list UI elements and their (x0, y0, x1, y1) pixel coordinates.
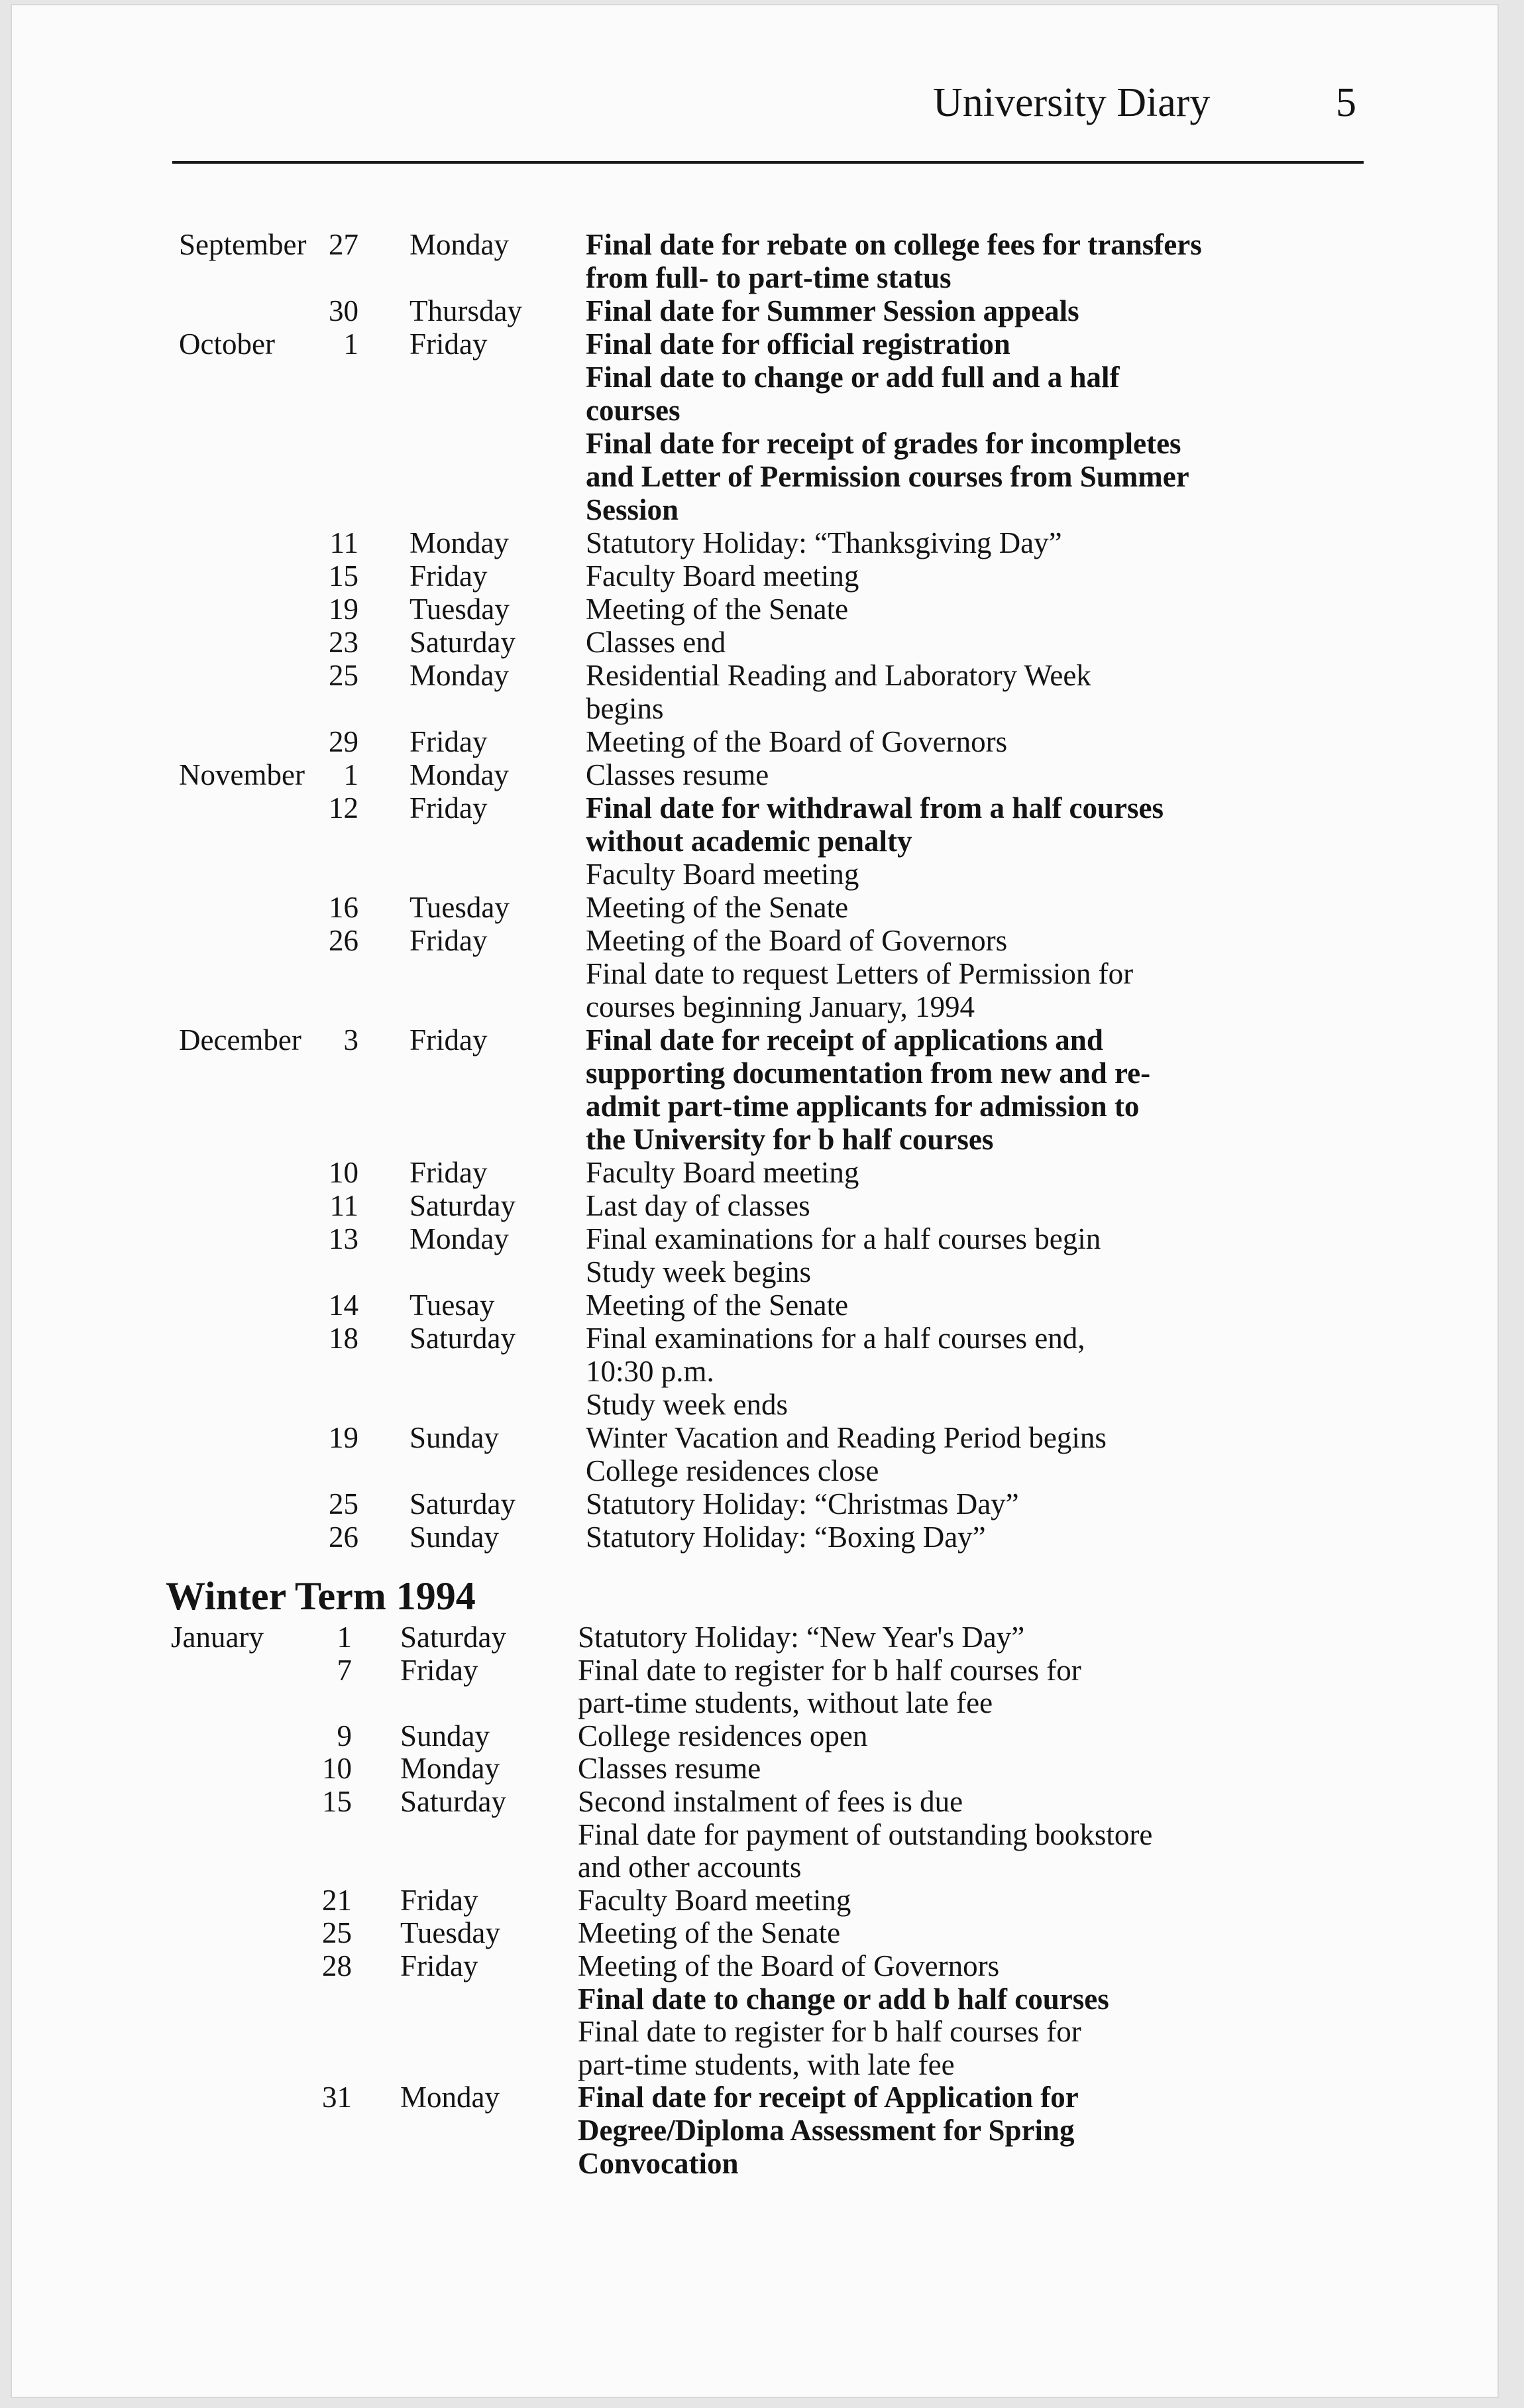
entry-event-line: part-time students, without late fee (578, 1686, 993, 1720)
entry-event-line: Degree/Diploma Assessment for Spring (578, 2114, 1075, 2147)
header-rule (172, 161, 1364, 164)
entry-weekday: Tuesday (409, 891, 510, 924)
entry-day: 31 (322, 2081, 352, 2114)
entry-event-line: Meeting of the Senate (578, 1916, 841, 1950)
entry-event-line: Study week begins (586, 1255, 811, 1289)
entry-event-line: the University for b half courses (586, 1123, 994, 1156)
entry-day: 1 (343, 327, 358, 361)
entry-event-line: Faculty Board meeting (586, 1156, 859, 1189)
entry-event-line: Study week ends (586, 1388, 788, 1421)
entry-event-line: Final date to register for b half courses for (578, 1653, 1081, 1687)
entry-event-line: Final date for rebate on college fees for transfers (586, 228, 1202, 261)
entry-weekday: Monday (409, 526, 509, 559)
entry-event-line: and other accounts (578, 1851, 802, 1884)
entry-day: 9 (337, 1719, 352, 1752)
entry-event-line: Meeting of the Board of Governors (586, 924, 1008, 957)
entry-event-line: Meeting of the Senate (586, 593, 849, 626)
entry-event-line: Final examinations for a half courses begin (586, 1222, 1101, 1255)
entry-weekday: Friday (409, 924, 488, 957)
entry-weekday: Tuesday (400, 1916, 500, 1950)
entry-event-line: Residential Reading and Laboratory Week (586, 659, 1091, 692)
diary-page (12, 5, 1497, 2397)
entry-weekday: Tuesday (409, 593, 510, 626)
entry-weekday: Tuesay (409, 1289, 495, 1322)
entry-day: 1 (343, 758, 358, 791)
entry-event-line: 10:30 p.m. (586, 1355, 714, 1388)
entry-weekday: Saturday (409, 1322, 516, 1355)
entry-event-line: Session (586, 493, 679, 526)
entry-event-line: Statutory Holiday: “Christmas Day” (586, 1487, 1019, 1520)
entry-event-line: Convocation (578, 2146, 739, 2180)
entry-event-line: College residences close (586, 1454, 879, 1487)
entry-day: 27 (329, 228, 358, 261)
entry-day: 10 (329, 1156, 358, 1189)
entry-event-line: Final examinations for a half courses end, (586, 1322, 1085, 1355)
page-number: 5 (1336, 80, 1356, 125)
entry-weekday: Monday (400, 2081, 500, 2114)
entry-event-line: Faculty Board meeting (586, 858, 859, 891)
entry-weekday: Saturday (400, 1621, 506, 1654)
entry-event-line: Second instalment of fees is due (578, 1785, 963, 1818)
entry-day: 14 (329, 1289, 358, 1322)
entry-event-line: Final date to change or add full and a half (586, 361, 1120, 394)
entry-event-line: Meeting of the Senate (586, 891, 849, 924)
entry-day: 25 (329, 1487, 358, 1520)
entry-event-line: Final date for receipt of Application for (578, 2081, 1079, 2114)
entry-day: 28 (322, 1949, 352, 1982)
entry-event-line: from full- to part-time status (586, 261, 952, 294)
entry-weekday: Monday (409, 228, 509, 261)
entry-month: January (171, 1621, 264, 1654)
entry-event-line: Meeting of the Board of Governors (578, 1949, 1000, 1982)
entry-event-line: Meeting of the Senate (586, 1289, 849, 1322)
entry-event-line: Final date for official registration (586, 327, 1010, 361)
entry-weekday: Thursday (409, 294, 522, 327)
entry-weekday: Friday (409, 1023, 488, 1057)
entry-event-line: Final date for withdrawal from a half courses (586, 791, 1164, 825)
entry-day: 11 (329, 526, 358, 559)
entry-weekday: Friday (409, 791, 488, 825)
entry-weekday: Friday (409, 1156, 488, 1189)
entry-event-line: Meeting of the Board of Governors (586, 725, 1008, 758)
entry-event-line: begins (586, 692, 664, 725)
entry-day: 19 (329, 593, 358, 626)
entry-event-line: courses beginning January, 1994 (586, 990, 975, 1023)
entry-weekday: Saturday (409, 1189, 516, 1222)
entry-weekday: Saturday (400, 1785, 506, 1818)
entry-day: 26 (329, 924, 358, 957)
entry-day: 10 (322, 1752, 352, 1786)
entry-event-line: Final date for receipt of grades for incompletes (586, 427, 1181, 460)
entry-event-line: Final date for receipt of applications and (586, 1023, 1103, 1057)
entry-weekday: Monday (409, 1222, 509, 1255)
entry-event-line: Final date for Summer Session appeals (586, 294, 1079, 327)
entry-day: 15 (322, 1785, 352, 1818)
entry-event-line: Faculty Board meeting (578, 1883, 851, 1917)
entry-event-line: Classes resume (586, 758, 769, 791)
entry-day: 16 (329, 891, 358, 924)
entry-day: 25 (329, 659, 358, 692)
entry-day: 15 (329, 559, 358, 593)
entry-weekday: Monday (400, 1752, 500, 1786)
entry-event-line: Statutory Holiday: “Thanksgiving Day” (586, 526, 1062, 559)
entry-event-line: Last day of classes (586, 1189, 810, 1222)
entry-event-line: Statutory Holiday: “Boxing Day” (586, 1520, 986, 1554)
entry-weekday: Sunday (409, 1520, 499, 1554)
entry-event-line: part-time students, with late fee (578, 2047, 955, 2081)
entry-weekday: Friday (409, 327, 488, 361)
entry-day: 19 (329, 1421, 358, 1454)
entry-day: 25 (322, 1916, 352, 1950)
entry-event-line: courses (586, 394, 680, 427)
entry-month: December (179, 1023, 301, 1057)
entry-weekday: Monday (409, 758, 509, 791)
entry-day: 13 (329, 1222, 358, 1255)
entry-event-line: Final date to request Letters of Permission for (586, 957, 1134, 990)
entry-weekday: Sunday (409, 1421, 499, 1454)
entry-day: 23 (329, 626, 358, 659)
entry-event-line: supporting documentation from new and re- (586, 1057, 1151, 1090)
entry-event-line: Final date to register for b half courses for (578, 2015, 1081, 2049)
entry-day: 7 (337, 1653, 352, 1687)
entry-weekday: Monday (409, 659, 509, 692)
entry-event-line: admit part-time applicants for admission to (586, 1090, 1140, 1123)
entry-weekday: Friday (400, 1949, 478, 1982)
entry-event-line: Final date for payment of outstanding bookstore (578, 1817, 1153, 1851)
entry-day: 29 (329, 725, 358, 758)
entry-event-line: Faculty Board meeting (586, 559, 859, 593)
entry-day: 26 (329, 1520, 358, 1554)
entry-weekday: Friday (400, 1883, 478, 1917)
entry-event-line: Final date to change or add b half courses (578, 1982, 1109, 2016)
entry-day: 21 (322, 1883, 352, 1917)
entry-event-line: without academic penalty (586, 825, 912, 858)
entry-weekday: Friday (400, 1653, 478, 1687)
entry-day: 30 (329, 294, 358, 327)
section-heading: Winter Term 1994 (166, 1574, 476, 1618)
page-header-title: University Diary (933, 80, 1211, 125)
entry-weekday: Sunday (400, 1719, 490, 1752)
entry-event-line: Classes resume (578, 1752, 761, 1786)
entry-weekday: Saturday (409, 1487, 516, 1520)
entry-day: 3 (343, 1023, 358, 1057)
entry-weekday: Friday (409, 559, 488, 593)
entry-day: 18 (329, 1322, 358, 1355)
entry-event-line: and Letter of Permission courses from Summer (586, 460, 1189, 493)
entry-weekday: Saturday (409, 626, 516, 659)
entry-month: September (179, 228, 307, 261)
entry-event-line: College residences open (578, 1719, 868, 1752)
entry-day: 11 (329, 1189, 358, 1222)
entry-event-line: Classes end (586, 626, 726, 659)
entry-event-line: Winter Vacation and Reading Period begins (586, 1421, 1107, 1454)
entry-weekday: Friday (409, 725, 488, 758)
entry-event-line: Statutory Holiday: “New Year's Day” (578, 1621, 1025, 1654)
entry-month: October (179, 327, 275, 361)
entry-day: 12 (329, 791, 358, 825)
entry-day: 1 (337, 1621, 352, 1654)
entry-month: November (179, 758, 305, 791)
